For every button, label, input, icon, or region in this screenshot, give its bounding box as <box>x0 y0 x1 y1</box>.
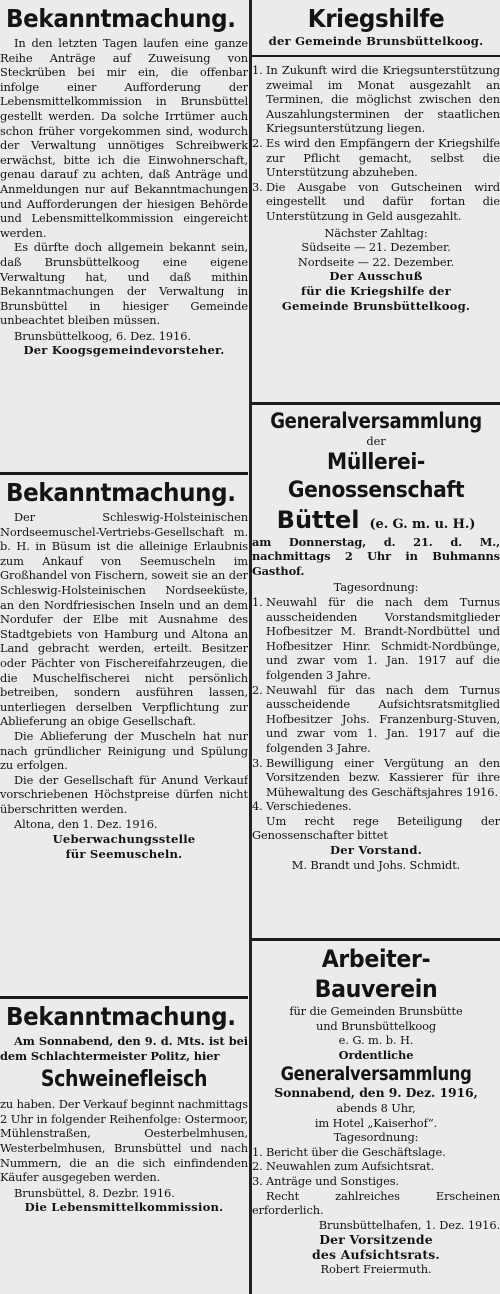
list-number: 4. <box>252 799 263 814</box>
notice-ordentliche: Ordentliche <box>338 1047 414 1062</box>
notice-signature: für Seemuscheln. <box>65 847 183 862</box>
notice-seemuscheln <box>0 478 248 862</box>
notice-dateline: Brunsbüttelkoog, 6. Dez. 1916. <box>14 328 191 343</box>
list-text: Es wird den Empfängern der Kriegshilfe zur Pflicht gemacht, selbst die Unterstützung abzuheben. <box>266 135 500 180</box>
list-item <box>252 136 500 180</box>
notice-body <box>0 510 248 862</box>
notice-closing: Um recht rege Beteiligung der Genossenschafter bittet <box>252 813 500 843</box>
payday-north: Nordseite — 22. Dezember. <box>297 254 455 269</box>
notice-body <box>252 63 500 314</box>
payday-label: Nächster Zahltag: <box>324 225 428 240</box>
notice-paragraph: In den letzten Tagen laufen eine ganze Reihe Anträge auf Zuweisung von Steckrüben bei mir ein, die offenbar infolge einer Aufforderung der Lebensmittelkommission in Brunsbüttel gestellt werden. Da solche Irrtümer auch schon früher vorgekommen sind, wodurch der Verwaltung unnötiges Schreibwerk erwächst, bitte ich die Einwohnerschaft, genau darauf zu achten, daß Anträge und Anmeldungen nur auf Bekanntmachungen und Aufforderungen der hiesigen Behörde und Lebensmittelkommission eingereicht werden. <box>0 36 248 240</box>
list-number: 1. <box>252 63 263 77</box>
notice-body <box>0 36 248 358</box>
agenda-label: Tagesordnung: <box>333 1130 419 1145</box>
notice-signature: des Aufsichtsrats. <box>312 1247 440 1263</box>
notice-title: Arbeiter-Bauverein <box>314 945 438 1003</box>
notice-line: für die Gemeinden Brunsbütte <box>289 1004 463 1018</box>
notice-date: Sonnabend, den 9. Dez. 1916, <box>274 1085 478 1101</box>
notice-body <box>252 1086 500 1277</box>
notice-signature: Der Koogsgemeindevorsteher. <box>23 343 225 358</box>
list-item <box>252 1159 500 1174</box>
divider <box>0 996 248 999</box>
list-text: Verschiedenes. <box>266 799 352 814</box>
list-text: Die Ausgabe von Gutscheinen wird eingestellt und dafür fortan die Unterstützung in Geld ausgezahlt. <box>266 179 500 223</box>
divider <box>252 938 500 941</box>
list-item <box>252 1145 500 1160</box>
notice-signature: Der Vorsitzende <box>319 1232 433 1248</box>
list-number: 2. <box>252 1159 263 1174</box>
notice-body <box>252 1004 500 1062</box>
notice-line: e. G. m. b. H. <box>338 1033 414 1048</box>
list-item <box>252 799 500 814</box>
notice-paragraph: zu haben. Der Verkauf beginnt nachmittags 2 Uhr in folgender Reihenfolge: Ostermoor, Mühlenstraßen, Oesterbelmhusen, Westerbelmhusen, Brunsbüttel und nach Nummern, die an die sich einfindenden Käufer ausgegeben werden. <box>0 1097 248 1185</box>
notice-title: Generalversammlung <box>270 409 482 433</box>
notice-paragraph: Es dürfte doch allgemein bekannt sein, daß Brunsbüttelkoog eine eigene Verwaltung hat, und daß mithin Bekanntmachungen der Verwaltung in Brunsbüttel in hiesiger Gemeinde unbeachtet bleiben müssen. <box>0 240 248 328</box>
right-column <box>252 0 500 1294</box>
notice-subtitle: der Gemeinde Brunsbüttelkoog. <box>268 34 484 48</box>
list-item <box>252 595 500 683</box>
list-text: Neuwahl für die nach dem Turnus ausscheidenden Vorstandsmitglieder Hofbesitzer M. Brandt-Nordbüttel und Hofbesitzer Hinr. Schmidt-Nordbünge, und zwar vom 1. Jan. 1917 auf die folgenden 3 Jahre. <box>266 594 500 682</box>
list-text: Bewilligung einer Vergütung an den Vorsitzenden bezw. Kassierer für ihre Mühewaltung des Geschäftsjahres 1916. <box>266 755 500 799</box>
divider <box>252 55 500 57</box>
notice-paragraph: Der Schleswig-Holsteinischen Nordseemuschel-Vertriebs-Gesellschaft m. b. H. in Büsum ist die alleinige Erlaubnis zum Ankauf von Seemuscheln im Großhandel von Fischern, soweit sie an der Schleswig-Holsteinischen Nordseeküste, an den Nordfriesischen Inseln und an dem Nordufer der Elbe mit Ausnahme des Stadtgebiets von Hamburg und Altona an Land gebracht werden, erteilt. Besitzer oder Pächter von Fischereifahrzeugen, die die Muschelfischerei nicht persönlich betreiben, sondern ausführen lassen, unterliegen derselben Verpflichtung zur Ablieferung an obige Gesellschaft. <box>0 510 248 729</box>
notice-steckrueben <box>0 4 248 358</box>
notice-muellerei <box>252 408 500 873</box>
notice-closing: Recht zahlreiches Erscheinen erforderlich. <box>252 1188 500 1218</box>
notice-when: am Donnerstag, d. 21. d. M., nachmittags 2 Uhr in Buhmanns Gasthof. <box>252 534 500 578</box>
notice-signature: Die Lebensmittelkommission. <box>24 1200 224 1215</box>
list-item <box>252 180 500 224</box>
notice-dateline: Brunsbüttelhafen, 1. Dez. 1916. <box>318 1217 500 1232</box>
list-text: Neuwahl für das nach dem Turnus ausscheidende Aufsichtsratsmitglied Hofbesitzer Johs. Franzenburg-Stuven, und zwar vom 1. Jan. 1917 auf die folgenden 3 Jahre. <box>266 682 500 755</box>
notice-signature: Der Ausschuß <box>329 269 423 284</box>
list-item <box>252 1174 500 1189</box>
notice-der: der <box>366 434 386 448</box>
list-number: 1. <box>252 594 263 609</box>
notice-name: Robert Freiermuth. <box>320 1262 432 1277</box>
notice-place: Büttel <box>276 505 360 534</box>
notice-legal: (e. G. m. u. H.) <box>369 516 476 532</box>
notice-kriegshilfe <box>252 4 500 314</box>
list-text: Anträge und Sonstiges. <box>266 1173 399 1188</box>
notice-title: Bekanntmachung. <box>6 1002 236 1031</box>
notice-arbeiter-bauverein <box>252 944 500 1277</box>
notice-product: Schweinefleisch <box>40 1067 208 1093</box>
payday-south: Südseite — 21. Dezember. <box>301 240 451 255</box>
notice-signature: Ueberwachungsstelle <box>52 832 196 847</box>
notice-place-row <box>252 505 500 535</box>
notice-org: Müllerei-Genossenschaft <box>287 449 465 503</box>
list-number: 1. <box>252 1144 263 1159</box>
notice-signature: für die Kriegshilfe der <box>301 284 451 299</box>
list-number: 3. <box>252 179 263 194</box>
notice-line: und Brunsbüttelkoog <box>315 1018 437 1033</box>
notice-dateline: Altona, den 1. Dez. 1916. <box>14 817 158 832</box>
list-item <box>252 683 500 756</box>
list-text: Neuwahlen zum Aufsichtsrat. <box>266 1159 435 1174</box>
notice-intro: Am Sonnabend, den 9. d. Mts. ist bei dem Schlachtermeister Politz, hier <box>0 1034 248 1063</box>
notice-title: Kriegshilfe <box>307 4 445 33</box>
list-item <box>252 63 500 136</box>
list-number: 2. <box>252 682 263 697</box>
notice-schweinefleisch <box>0 1002 248 1215</box>
notice-body <box>252 535 500 873</box>
notice-names: M. Brandt und Johs. Schmidt. <box>291 858 461 873</box>
divider <box>0 472 248 475</box>
agenda-label: Tagesordnung: <box>333 580 419 595</box>
left-column <box>0 0 248 1294</box>
list-text: In Zukunft wird die Kriegsunterstützung zweimal im Monat ausgezahlt an Terminen, die möglichst zwischen den Auszahlungsterminen der staatlichen Kriegsunterstützung liegen. <box>266 63 500 136</box>
notice-title: Bekanntmachung. <box>6 4 236 33</box>
notice-title: Bekanntmachung. <box>6 478 236 507</box>
list-number: 2. <box>252 135 263 150</box>
notice-time: abends 8 Uhr, <box>336 1100 416 1115</box>
notice-paragraph: Die Ablieferung der Muscheln hat nur nach gründlicher Reinigung und Spülung zu erfolgen. <box>0 728 248 773</box>
list-text: Bericht über die Geschäftslage. <box>266 1144 446 1159</box>
notice-signature: Der Vorstand. <box>330 843 422 858</box>
list-number: 3. <box>252 755 263 770</box>
notice-paragraph: Die der Gesellschaft für Anund Verkauf vorschriebenen Höchstpreise dürfen nicht überschritten werden. <box>0 772 248 816</box>
list-item <box>252 756 500 800</box>
notice-signature: Gemeinde Brunsbüttelkoog. <box>281 299 471 314</box>
list-number: 3. <box>252 1173 263 1188</box>
notice-gv: Generalversammlung <box>280 1063 472 1086</box>
notice-venue: im Hotel „Kaiserhof“. <box>314 1115 438 1130</box>
divider <box>252 402 500 405</box>
notice-dateline: Brunsbüttel, 8. Dezbr. 1916. <box>14 1185 175 1200</box>
notice-body <box>0 1034 248 1215</box>
